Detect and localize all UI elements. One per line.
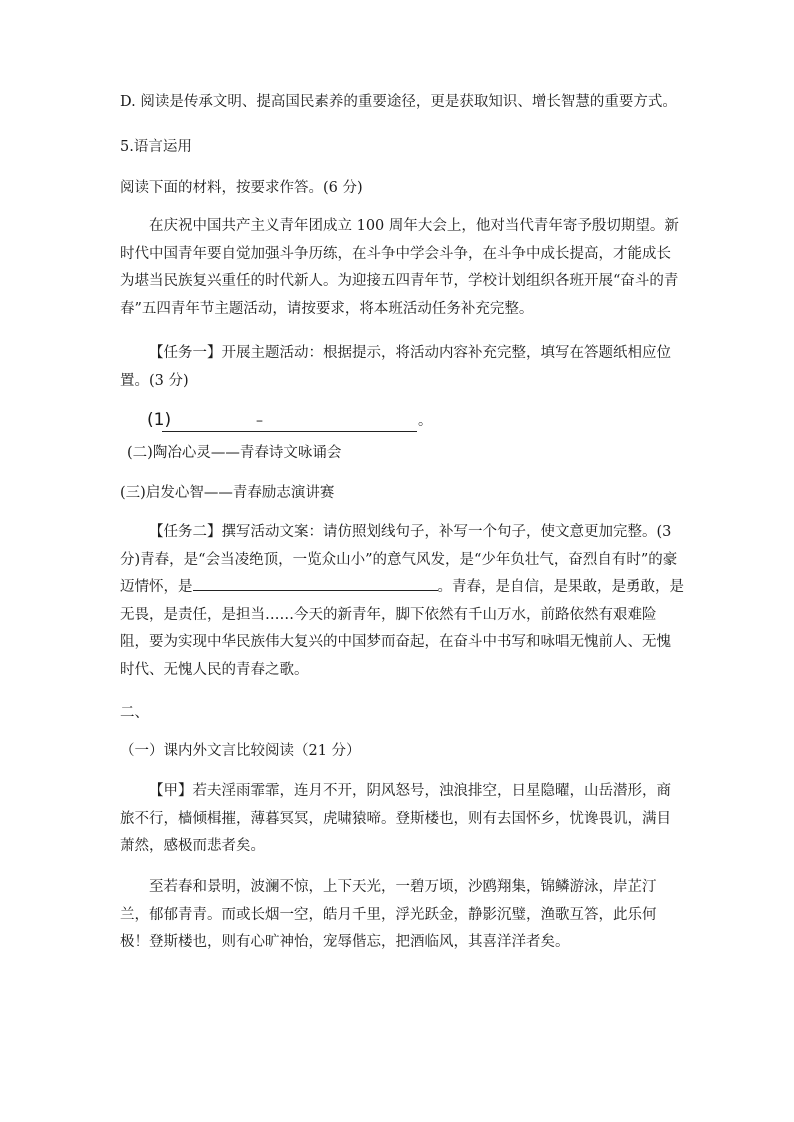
section-2-heading: 二、 bbox=[120, 705, 149, 721]
task-2-answer-blank[interactable] bbox=[193, 574, 438, 591]
section-2-subheading: （一）课内外文言比较阅读（21 分） bbox=[120, 743, 361, 759]
question-5-title: 5.语言运用 bbox=[120, 139, 192, 155]
task-2-pre: 【任务二】撰写活动文案：请仿照划线句子，补写一个句子，使文意更加完整。(3 分)青春，是“会当凌绝顶，一览众山小”的意气风发，是“少年负壮气，奋烈自有时”的豪迈情怀，是 bbox=[120, 524, 678, 595]
passage-jia-paragraph-1: 【甲】若夫淫雨霏霏，连月不开，阴风怒号，浊浪排空，日星隐曜，山岳潜形，商旅不行，樯倾楫摧，薄暮冥冥，虎啸猿啼。登斯楼也，则有去国怀乡，忧谗畏讥，满目萧然，感极而悲者矣。 bbox=[120, 783, 671, 854]
option-d: D. 阅读是传承文明、提高国民素养的重要途径，更是获取知识、增长智慧的重要方式。 bbox=[120, 94, 677, 110]
item-1-answer-blank[interactable] bbox=[162, 431, 417, 432]
task-1: 【任务一】开展主题活动：根据提示，将活动内容补充完整，填写在答题纸相应位置。(3 分) bbox=[120, 345, 671, 389]
item-3: (三)启发心智——青春励志演讲赛 bbox=[120, 485, 335, 501]
item-1-period: 。 bbox=[418, 413, 432, 429]
item-2: (二)陶冶心灵——青春诗文咏诵会 bbox=[127, 445, 342, 461]
passage-jia-paragraph-2: 至若春和景明，波澜不惊，上下天光，一碧万顷，沙鸥翔集，锦鳞游泳，岸芷汀兰，郁郁青青。而或长烟一空，皓月千里，浮光跃金，静影沉璧，渔歌互答，此乐何极！登斯楼也，则有心旷神怡，宠辱偕忘，把酒临风，其喜洋洋者矣。 bbox=[120, 879, 657, 950]
item-1-dash: – bbox=[256, 413, 263, 429]
task-2 bbox=[120, 519, 685, 684]
question-5-material: 在庆祝中国共产主义青年团成立 100 周年大会上，他对当代青年寄予殷切期望。新时代中国青年要自觉加强斗争历练，在斗争中学会斗争，在斗争中成长提高，才能成长为堪当民族复兴重任的时代新人。为迎接五四青年节，学校计划组织各班开展“奋斗的青春”五四青年节主题活动，请按要求，将本班活动任务补充完整。 bbox=[120, 218, 679, 317]
task-2-post: 。青春，是自信，是果敢，是勇敢，是无畏，是责任，是担当……今天的新青年，脚下依然有千山万水，前路依然有艰难险阻，要为实现中华民族伟大复兴的中国梦而奋起，在奋斗中书写和咏唱无愧前人、无愧时代、无愧人民的青春之歌。 bbox=[120, 579, 684, 678]
item-1-number: (1) bbox=[147, 410, 172, 430]
question-5-instruction: 阅读下面的材料，按要求作答。(6 分) bbox=[120, 180, 363, 196]
